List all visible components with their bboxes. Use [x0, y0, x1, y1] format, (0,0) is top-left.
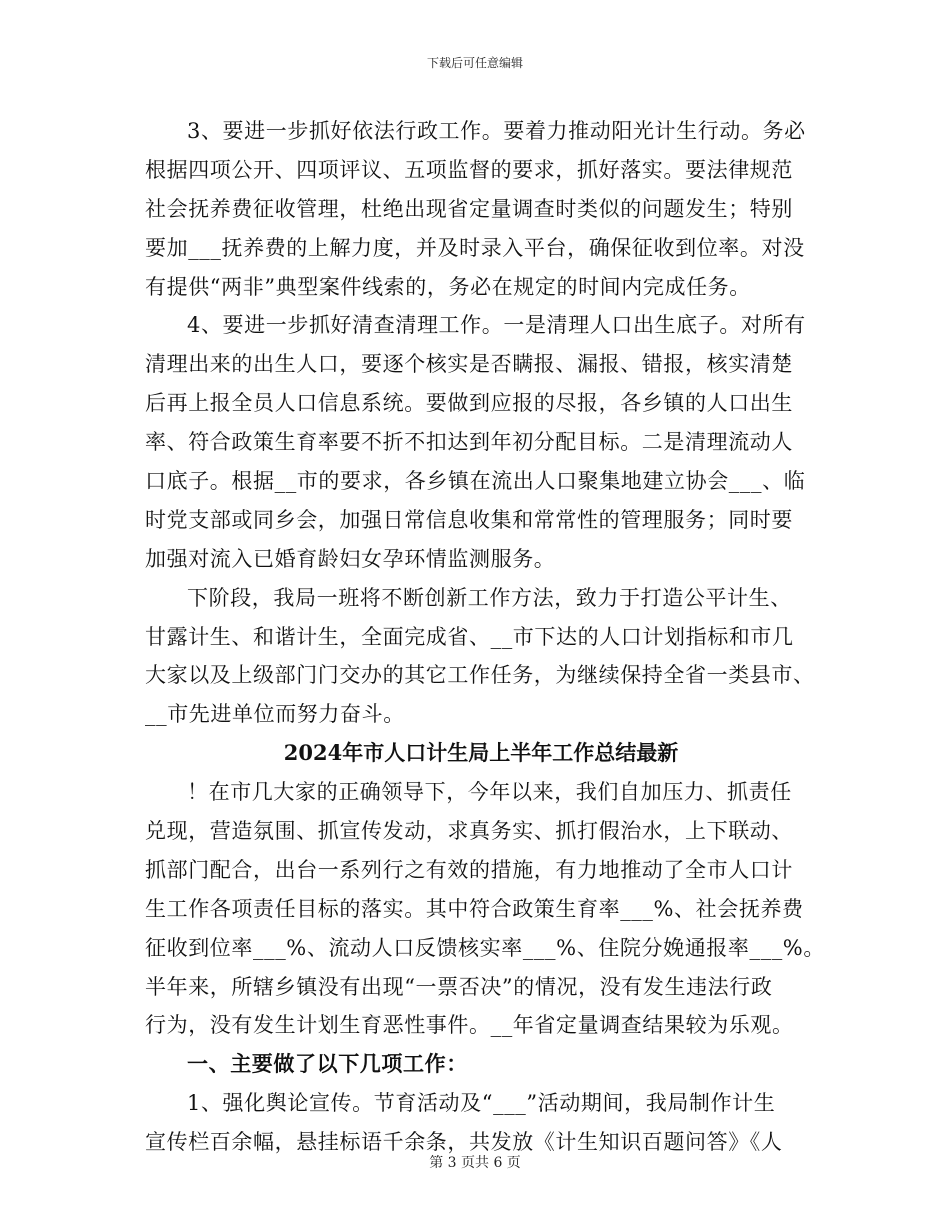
- body-line: 半年来，所辖乡镇没有出现“一票否决”的情况，没有发生违法行政: [145, 974, 773, 999]
- body-line: 清理出来的出生人口，要逐个核实是否瞒报、漏报、错报，核实清楚: [145, 352, 793, 377]
- body-line: __市先进单位而努力奋斗。: [145, 702, 405, 727]
- body-line: 抓部门配合，出台一系列行之有效的措施，有力地推动了全市人口计: [145, 857, 793, 882]
- body-line: 要加___抚养费的上解力度，并及时录入平台，确保征收到位率。对没: [145, 235, 805, 260]
- body-line: 下阶段，我局一班将不断创新工作方法，致力于打造公平计生、: [187, 585, 792, 610]
- document-body: [145, 112, 825, 1162]
- page-footer: 第 3 页共 6 页: [429, 1155, 521, 1171]
- body-line: 口底子。根据__市的要求，各乡镇在流出人口聚集地建立协会___、临: [145, 469, 806, 494]
- body-line: 有提供“两非”典型案件线索的，务必在规定的时间内完成任务。: [145, 274, 751, 299]
- body-line: 大家以及上级部门门交办的其它工作任务，为继续保持全省一类县市、: [145, 663, 815, 688]
- page-header: 下载后可任意编辑: [426, 56, 523, 70]
- body-line: 根据四项公开、四项评议、五项监督的要求，抓好落实。要法律规范: [145, 157, 793, 182]
- body-line: 时党支部或同乡会，加强日常信息收集和常常性的管理服务；同时要: [145, 507, 793, 532]
- body-line: 1、强化舆论宣传。节育活动及“___”活动期间，我局制作计生: [187, 1091, 776, 1116]
- body-line: 生工作各项责任目标的落实。其中符合政策生育率___%、社会抚养费: [145, 896, 804, 921]
- body-line: 社会抚养费征收管理，杜绝出现省定量调查时类似的问题发生；特别: [145, 196, 793, 221]
- body-line: 后再上报全员人口信息系统。要做到应报的尽报，各乡镇的人口出生: [145, 391, 793, 416]
- body-line: 宣传栏百余幅，悬挂标语千余条，共发放《计生知识百题问答》《人: [145, 1130, 783, 1155]
- subsection-heading: 一、主要做了以下几项工作：: [187, 1051, 468, 1077]
- body-line: ！在市几大家的正确领导下，今年以来，我们自加压力、抓责任: [187, 780, 792, 805]
- body-line: 征收到位率___%、流动人口反馈核实率___%、住院分娩通报率___%。: [145, 935, 825, 960]
- body-line: 率、符合政策生育率要不折不扣达到年初分配目标。二是清理流动人: [145, 430, 793, 455]
- section-title: 2024年市人口计生局上半年工作总结最新: [283, 740, 679, 766]
- body-line: 3、要进一步抓好依法行政工作。要着力推动阳光计生行动。务必: [187, 119, 806, 143]
- body-line: 兑现，营造氛围、抓宣传发动，求真务实、抓打假治水，上下联动、: [145, 819, 793, 844]
- body-line: 加强对流入已婚育龄妇女孕环情监测服务。: [145, 546, 556, 571]
- body-line: 4、要进一步抓好清查清理工作。一是清理人口出生底子。对所有: [187, 313, 806, 338]
- body-line: 行为，没有发生计划生育恶性事件。__年省定量调查结果较为乐观。: [145, 1013, 794, 1038]
- body-line: 甘露计生、和谐计生，全面完成省、__市下达的人口计划指标和市几: [145, 624, 794, 649]
